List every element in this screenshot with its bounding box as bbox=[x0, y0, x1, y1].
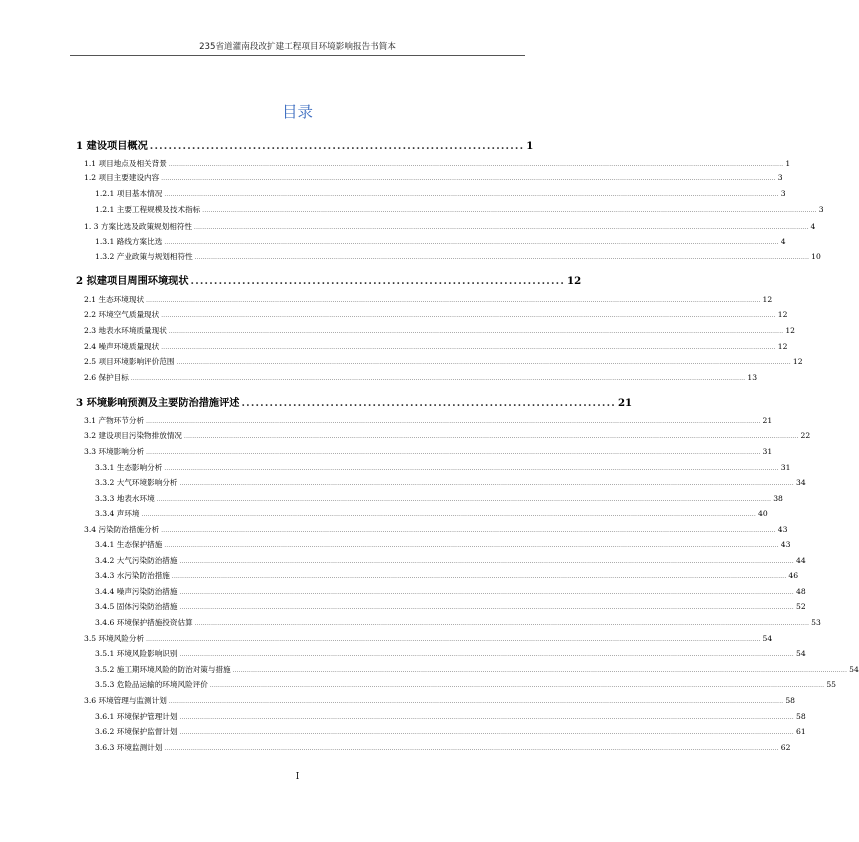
toc-entry-page: 54 bbox=[795, 649, 806, 658]
toc-entry-page: 1 bbox=[785, 159, 791, 168]
toc-entry[interactable] bbox=[76, 137, 534, 152]
toc-entry-page: 54 bbox=[849, 665, 859, 674]
toc-entry[interactable] bbox=[76, 272, 582, 287]
toc-entry-label: 3.6.3 环境监测计划 bbox=[95, 743, 163, 752]
running-header: 235省道灌南段改扩建工程项目环境影响报告书简本 bbox=[199, 42, 396, 52]
toc-entry[interactable] bbox=[84, 415, 773, 426]
toc-entry[interactable] bbox=[95, 493, 783, 504]
page-number: I bbox=[295, 772, 300, 782]
toc-entry[interactable] bbox=[95, 188, 786, 199]
header-rule bbox=[70, 55, 525, 56]
toc-entry[interactable] bbox=[95, 664, 859, 675]
toc-entry-label: 3.4.4 噪声污染防治措施 bbox=[95, 587, 178, 596]
dot-leader: ............................................................................................................................................................................................................................................................................................................ bbox=[179, 605, 794, 611]
dot-leader: ............................................................................................................................................................................................................................................................................................................ bbox=[161, 313, 776, 319]
toc-entry[interactable] bbox=[84, 356, 803, 367]
dot-leader: ............................................................................................................................................................................................................................................................................................................ bbox=[164, 466, 779, 472]
toc-entry-page: 40 bbox=[758, 509, 768, 518]
toc-entry-page: 48 bbox=[795, 587, 806, 596]
toc-entry[interactable] bbox=[84, 341, 788, 352]
toc-entry-page: 61 bbox=[795, 727, 806, 736]
toc-entry-label: 1.3.1 路线方案比选 bbox=[95, 237, 163, 246]
dot-leader: ............................................................................................................................................................................................................................................................................................................ bbox=[171, 574, 787, 580]
toc-entry-label: 1 建设项目概况 bbox=[76, 140, 148, 152]
toc-entry[interactable] bbox=[84, 309, 788, 320]
dot-leader: ............................................................................................................................................................................................................................................................................................................ bbox=[161, 176, 776, 182]
toc-entry-label: 2.5 项目环境影响评价范围 bbox=[84, 357, 175, 366]
toc-entry-page: 12 bbox=[762, 295, 773, 304]
toc-entry-label: 3.3.2 大气环境影响分析 bbox=[95, 478, 178, 487]
toc-entry[interactable] bbox=[84, 325, 795, 336]
toc-entry-label: 2.6 保护目标 bbox=[84, 373, 129, 382]
toc-entry-page: 55 bbox=[826, 680, 837, 689]
toc-entry-label: 3.5.2 施工期环境风险的防治对策与措施 bbox=[95, 665, 231, 674]
toc-entry-label: 3.6 环境管理与监测计划 bbox=[84, 696, 167, 705]
dot-leader: ............................................................................................................................................................................................................................................................................................................ bbox=[146, 419, 761, 425]
toc-entry-page: 21 bbox=[762, 416, 773, 425]
dot-leader: ............................................................................................................................................................................................................................................................................................................ bbox=[179, 715, 794, 721]
toc-entry-label: 1.2 项目主要建设内容 bbox=[84, 173, 160, 182]
toc-entry-label: 3.3.3 地表水环境 bbox=[95, 494, 155, 503]
dot-leader: ............................................................................................................................................................................................................................................................................................................ bbox=[156, 497, 772, 503]
toc-entry-label: 3.5.3 危险品运输的环境风险评价 bbox=[95, 680, 208, 689]
dot-leader: ............................................................................................................................................................................................................................................................................................................ bbox=[164, 746, 779, 752]
toc-entry-page: 12 bbox=[785, 326, 795, 335]
toc-entry[interactable] bbox=[95, 251, 821, 262]
toc-entry-label: 3.1 产物环节分析 bbox=[84, 416, 145, 425]
toc-entry-label: 3.4 污染防治措施分析 bbox=[84, 525, 160, 534]
toc-entry[interactable] bbox=[95, 555, 806, 566]
toc-entry-label: 3.4.6 环境保护措施投资估算 bbox=[95, 618, 193, 627]
toc-entry-label: 3.4.5 固体污染防治措施 bbox=[95, 602, 178, 611]
dot-leader: ............................................................................................................................................................................................................................................................................................................ bbox=[161, 528, 776, 534]
dot-leader: ............................................................................................................................................................................................................................................................................................................ bbox=[194, 255, 810, 261]
dot-leader: ............................................................................................................................................................................................................................................................................................................ bbox=[146, 298, 761, 304]
toc-entry-page: 38 bbox=[773, 494, 783, 503]
dot-leader: ............................................................................................................................................................................................................................................................................................................ bbox=[202, 208, 817, 214]
dot-leader: ............................................................................................................................................................................................................................................................................................................ bbox=[179, 730, 794, 736]
toc-entry-page: 44 bbox=[795, 556, 806, 565]
dot-leader: ............................................................................................................................................................................................................................................................................................................ bbox=[164, 543, 779, 549]
dot-leader: ............................................................................................................................................................................................................................................................................................................ bbox=[232, 668, 848, 674]
toc-entry-page: 10 bbox=[811, 252, 821, 261]
toc-entry[interactable] bbox=[95, 508, 768, 519]
dot-leader: ............................................................................................................................................................................................................................................................................................................ bbox=[179, 590, 794, 596]
toc-entry-page: 12 bbox=[777, 342, 788, 351]
toc-entry[interactable] bbox=[84, 372, 758, 383]
toc-entry-page: 3 bbox=[777, 173, 783, 182]
toc-entry[interactable] bbox=[95, 648, 806, 659]
toc-entry-page: 52 bbox=[795, 602, 806, 611]
toc-entry[interactable] bbox=[95, 742, 791, 753]
toc-entry-page: 21 bbox=[617, 397, 633, 409]
toc-entry-page: 12 bbox=[792, 357, 803, 366]
toc-entry-page: 53 bbox=[811, 618, 821, 627]
toc-entry-page: 1 bbox=[526, 140, 534, 152]
dot-leader: ................................................................................ bbox=[149, 141, 525, 152]
toc-entry[interactable] bbox=[95, 601, 806, 612]
toc-entry-label: 3 环境影响预测及主要防治措施评述 bbox=[76, 397, 240, 409]
toc-entry-label: 2.2 环境空气质量现状 bbox=[84, 310, 160, 319]
dot-leader: ............................................................................................................................................................................................................................................................................................................ bbox=[168, 162, 784, 168]
toc-entry-label: 3.5.1 环境风险影响识别 bbox=[95, 649, 178, 658]
dot-leader: ............................................................................................................................................................................................................................................................................................................ bbox=[179, 481, 794, 487]
toc-entry[interactable] bbox=[84, 695, 795, 706]
toc-entry[interactable] bbox=[84, 633, 773, 644]
toc-entry-page: 34 bbox=[795, 478, 806, 487]
toc-entry[interactable] bbox=[95, 477, 806, 488]
toc-entry-label: 3.6.2 环境保护监督计划 bbox=[95, 727, 178, 736]
dot-leader: ............................................................................................................................................................................................................................................................................................................ bbox=[179, 559, 794, 565]
toc-entry-page: 31 bbox=[762, 447, 773, 456]
toc-entry[interactable] bbox=[84, 158, 791, 169]
toc-entry-label: 1.2.1 项目基本情况 bbox=[95, 189, 163, 198]
toc-entry-label: 1. 3 方案比选及政策规划相符性 bbox=[84, 222, 193, 231]
toc-entry-label: 3.5 环境风险分析 bbox=[84, 634, 145, 643]
toc-entry-page: 12 bbox=[777, 310, 788, 319]
toc-entry-label: 1.1 项目地点及相关背景 bbox=[84, 159, 167, 168]
dot-leader: ............................................................................................................................................................................................................................................................................................................ bbox=[146, 450, 761, 456]
toc-entry-page: 58 bbox=[795, 712, 806, 721]
toc-entry-label: 1.2.1 主要工程规模及技术指标 bbox=[95, 205, 201, 214]
toc-entry[interactable] bbox=[95, 236, 786, 247]
toc-entry-label: 3.6.1 环境保护管理计划 bbox=[95, 712, 178, 721]
toc-entry[interactable] bbox=[84, 221, 816, 232]
toc-entry-label: 2.3 地表水环境质量现状 bbox=[84, 326, 167, 335]
toc-entry-page: 43 bbox=[780, 540, 791, 549]
toc-entry-page: 54 bbox=[762, 634, 773, 643]
dot-leader: ............................................................................................................................................................................................................................................................................................................ bbox=[194, 225, 809, 231]
toc-entry-page: 12 bbox=[567, 275, 582, 287]
dot-leader: ................................................................................ bbox=[190, 276, 566, 287]
toc-entry-label: 2.4 噪声环境质量现状 bbox=[84, 342, 160, 351]
toc-entry[interactable] bbox=[95, 726, 806, 737]
toc-entry-page: 13 bbox=[747, 373, 758, 382]
toc-entry-label: 3.3.4 声环境 bbox=[95, 509, 140, 518]
dot-leader: ............................................................................................................................................................................................................................................................................................................ bbox=[194, 621, 810, 627]
dot-leader: ............................................................................................................................................................................................................................................................................................................ bbox=[164, 240, 779, 246]
dot-leader: ................................................................................ bbox=[241, 398, 616, 409]
dot-leader: ............................................................................................................................................................................................................................................................................................................ bbox=[141, 512, 757, 518]
toc-entry-page: 22 bbox=[800, 431, 811, 440]
toc-entry-page: 58 bbox=[785, 696, 795, 705]
toc-entry-page: 4 bbox=[810, 222, 816, 231]
toc-entry-page: 3 bbox=[780, 189, 786, 198]
dot-leader: ............................................................................................................................................................................................................................................................................................................ bbox=[179, 652, 794, 658]
toc-entry-label: 2 拟建项目周围环境现状 bbox=[76, 275, 189, 287]
toc-entry-label: 3.4.1 生态保护措施 bbox=[95, 540, 163, 549]
toc-entry-page: 3 bbox=[818, 205, 824, 214]
dot-leader: ............................................................................................................................................................................................................................................................................................................ bbox=[168, 329, 784, 335]
toc-entry-label: 2.1 生态环境现状 bbox=[84, 295, 145, 304]
toc-entry-page: 4 bbox=[780, 237, 786, 246]
toc-entry-page: 43 bbox=[777, 525, 788, 534]
toc-entry-label: 3.4.2 大气污染防治措施 bbox=[95, 556, 178, 565]
dot-leader: ............................................................................................................................................................................................................................................................................................................ bbox=[209, 683, 825, 689]
toc-entry-page: 46 bbox=[788, 571, 799, 580]
toc-entry-label: 3.2 建设项目污染物排放情况 bbox=[84, 431, 183, 440]
dot-leader: ............................................................................................................................................................................................................................................................................................................ bbox=[146, 637, 761, 643]
toc-entry[interactable] bbox=[84, 524, 788, 535]
toc-entry[interactable] bbox=[95, 586, 806, 597]
dot-leader: ............................................................................................................................................................................................................................................................................................................ bbox=[168, 699, 784, 705]
toc-entry-label: 3.3 环境影响分析 bbox=[84, 447, 145, 456]
toc-entry[interactable] bbox=[95, 617, 821, 628]
dot-leader: ............................................................................................................................................................................................................................................................................................................ bbox=[164, 192, 779, 198]
toc-entry[interactable] bbox=[95, 570, 799, 581]
toc-entry[interactable] bbox=[95, 204, 824, 215]
toc-entry[interactable] bbox=[76, 394, 633, 409]
toc-entry[interactable] bbox=[84, 294, 773, 305]
toc-entry-page: 31 bbox=[780, 463, 791, 472]
toc-entry-page: 62 bbox=[780, 743, 791, 752]
toc-entry[interactable] bbox=[84, 430, 811, 441]
dot-leader: ............................................................................................................................................................................................................................................................................................................ bbox=[161, 345, 776, 351]
toc-title: 目录 bbox=[281, 103, 313, 121]
toc-entry[interactable] bbox=[95, 539, 791, 550]
toc-entry-label: 3.3.1 生态影响分析 bbox=[95, 463, 163, 472]
toc-entry-label: 3.4.3 水污染防治措施 bbox=[95, 571, 170, 580]
dot-leader: ............................................................................................................................................................................................................................................................................................................ bbox=[130, 376, 746, 382]
dot-leader: ............................................................................................................................................................................................................................................................................................................ bbox=[176, 360, 791, 366]
toc-entry[interactable] bbox=[95, 711, 806, 722]
dot-leader: ............................................................................................................................................................................................................................................................................................................ bbox=[184, 434, 799, 440]
toc-entry[interactable] bbox=[95, 679, 837, 690]
toc-entry-label: 1.3.2 产业政策与规划相符性 bbox=[95, 252, 193, 261]
toc-entry[interactable] bbox=[84, 446, 773, 457]
toc-entry[interactable] bbox=[84, 172, 783, 183]
toc-entry[interactable] bbox=[95, 462, 791, 473]
